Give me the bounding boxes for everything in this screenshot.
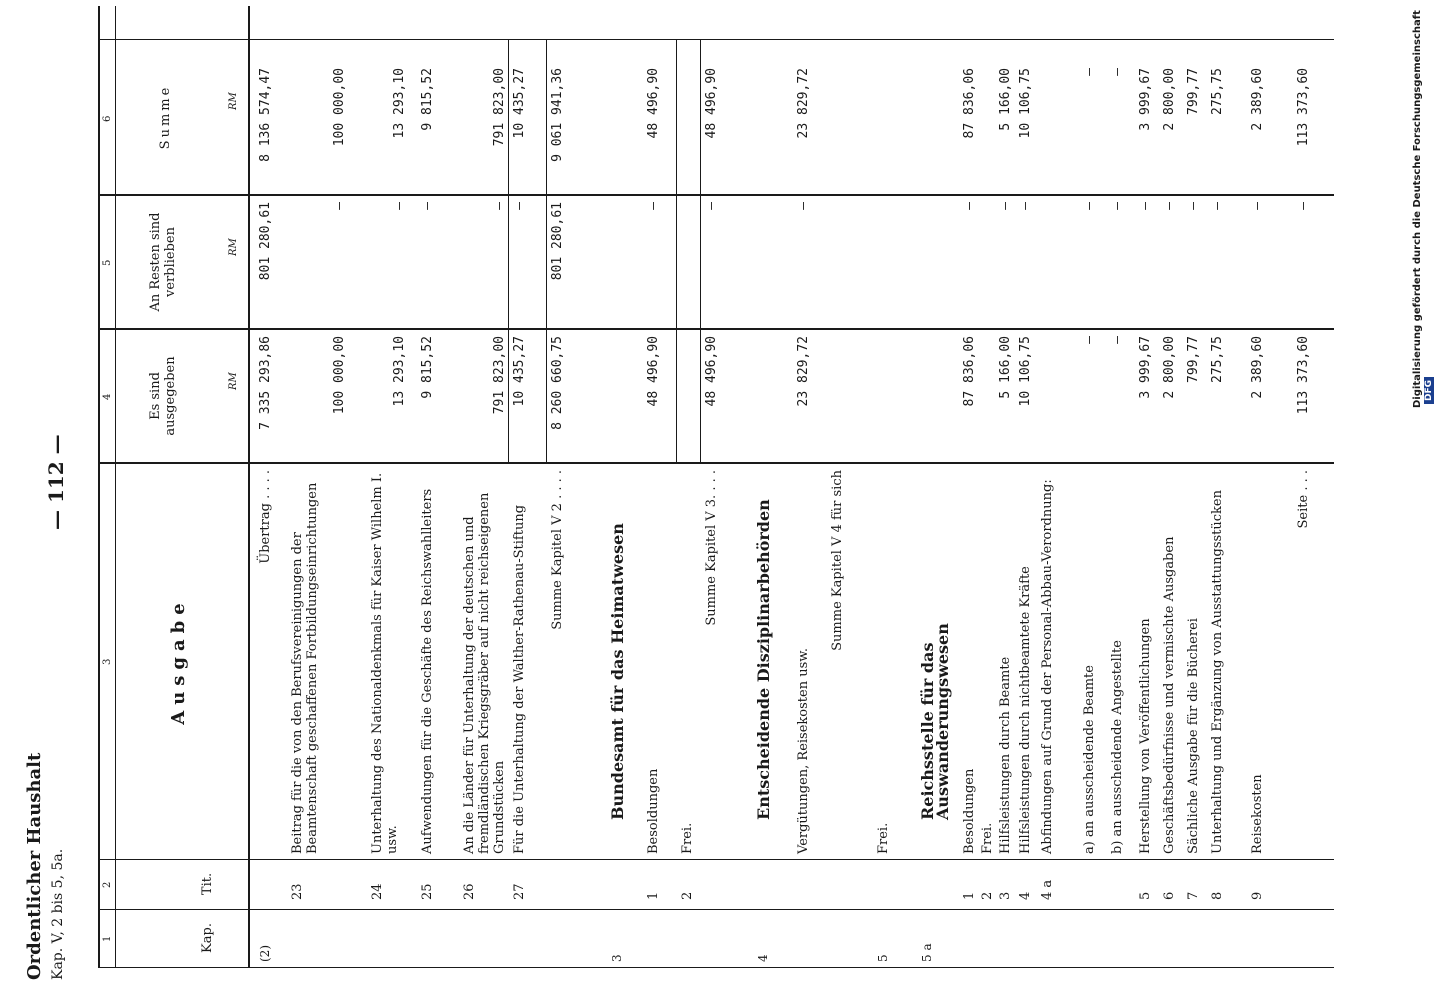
row-value-c4: 10 435,27 (512, 336, 527, 407)
row-value-c6: 5 166,00 (998, 68, 1013, 131)
row-value-c4: 799,77 (1186, 336, 1201, 383)
row-text: Besoldungen (646, 768, 661, 854)
table-top-rule (98, 6, 100, 968)
row-tit: 3 (998, 891, 1013, 900)
row-text: Summe Kapitel V 2 . . . . (550, 470, 565, 630)
row-value-c6: 8 136 574,47 (258, 68, 273, 162)
row-tit: 24 (370, 883, 385, 900)
row-value-c6: 9 061 941,36 (550, 68, 565, 162)
row-text: Hilfsleistungen durch Beamte (998, 656, 1013, 854)
row-text: Abfindungen auf Grund der Personal-Abbau-Verordnung: (1040, 479, 1055, 854)
row-value-c6: 48 496,90 (704, 68, 719, 139)
row-value-c4: 10 106,75 (1018, 336, 1033, 407)
row-value-c5: — (962, 202, 977, 210)
row-kap: 3 (610, 954, 624, 962)
unit-c5: RM (228, 238, 239, 256)
row-text: Summe Kapitel V 4 für sich (830, 470, 845, 651)
row-text: Hilfsleistungen durch nichtbeamtete Kräfte (1018, 566, 1033, 854)
colhead-tit: Tit. (200, 872, 215, 896)
col2-col3-divider (98, 859, 1334, 860)
row-value-c6: 10 435,27 (512, 68, 527, 139)
row-value-c5: — (1110, 202, 1125, 210)
row-value-c6: 23 829,72 (796, 68, 811, 139)
digitization-credit (1412, 8, 1434, 408)
row-value-c6: 2 800,00 (1162, 68, 1177, 131)
row-text: Reisekosten (1250, 774, 1265, 854)
row-value-c4: 113 373,60 (1296, 336, 1311, 415)
row-value-c6: 9 815,52 (420, 68, 435, 131)
row-value-c4: 7 335 293,86 (258, 336, 273, 430)
row-value-c4: — (1110, 336, 1125, 344)
row-tit: 8 (1210, 891, 1225, 900)
row-tit: 1 (646, 891, 661, 900)
row-tit: 4 (1018, 891, 1033, 900)
row-value-c5: — (1210, 202, 1225, 210)
row-value-c5: — (392, 202, 407, 210)
row-value-c4: 13 293,10 (392, 336, 407, 407)
row-tit: 2 (680, 891, 695, 900)
row-value-c5: — (646, 202, 661, 210)
row-value-c6: 2 389,60 (1250, 68, 1265, 131)
row-value-c4: 48 496,90 (646, 336, 661, 407)
row-value-c4: 2 800,00 (1162, 336, 1177, 399)
unit-c4: RM (228, 372, 239, 390)
row-tit: 2 (980, 891, 995, 900)
row-value-c5: — (796, 202, 811, 210)
row-text: Frei. (680, 822, 695, 854)
row-kap: (2) (258, 945, 272, 962)
row-value-c5: — (998, 202, 1013, 210)
row-value-c4: 791 823,00 (492, 336, 507, 415)
row-value-c5: — (1138, 202, 1153, 210)
row-value-c4: 87 836,06 (962, 336, 977, 407)
row-text: Sächliche Ausgabe für die Bücherei (1186, 618, 1201, 854)
col1-col2-divider (98, 909, 1334, 910)
row-value-c4: 9 815,52 (420, 336, 435, 399)
colno-4: 4 (102, 393, 113, 400)
row-value-c5: — (704, 202, 719, 210)
row-text: Beitrag für die von den Berufsvereinigungen der Beamtenschaft geschaffenen Fortbildungseinrichtungen (290, 482, 320, 854)
row-value-c5: — (1186, 202, 1201, 210)
row-value-c5: 801 280,61 (258, 202, 273, 281)
row-kap: 4 (756, 954, 770, 962)
row-tit: 26 (462, 883, 477, 900)
col6-right-border (98, 39, 1334, 40)
row-text: Frei. (980, 822, 995, 854)
row-value-c4: 8 260 660,75 (550, 336, 565, 430)
sum-rule (676, 40, 677, 464)
sum-rule (700, 40, 701, 464)
header-bottom-rule (248, 6, 250, 968)
col4-col5-divider (98, 328, 1334, 330)
credit-text: Digitalisierung gefördert durch die Deutsche Forschungsgemeinschaft (1412, 10, 1423, 408)
row-value-c4: 100 000,00 (332, 336, 347, 415)
row-value-c6: 113 373,60 (1296, 68, 1311, 147)
row-value-c5: — (1018, 202, 1033, 210)
row-value-c4: 23 829,72 (796, 336, 811, 407)
colhead-kap: Kap. (200, 923, 215, 953)
row-value-c5: — (1162, 202, 1177, 210)
row-tit: 1 (962, 891, 977, 900)
row-text: a) an ausscheidende Beamte (1082, 665, 1097, 854)
row-value-c5: — (420, 202, 435, 210)
row-value-c4: 275,75 (1210, 336, 1225, 383)
row-value-c5: — (512, 202, 527, 210)
row-value-c6: 87 836,06 (962, 68, 977, 139)
row-value-c5: — (1296, 202, 1311, 210)
row-tit: 25 (420, 883, 435, 900)
row-text: Unterhaltung und Ergänzung von Ausstattungsstücken (1210, 490, 1225, 854)
row-value-c4: 3 999,67 (1138, 336, 1153, 399)
row-tit: 9 (1250, 891, 1265, 900)
row-value-c4: 5 166,00 (998, 336, 1013, 399)
sum-rule (546, 40, 547, 464)
row-value-c5: — (492, 202, 507, 210)
row-text: Summe Kapitel V 3. . . . (704, 470, 719, 626)
colno-5: 5 (102, 259, 113, 266)
row-text: Besoldungen (962, 768, 977, 854)
row-value-c5: — (1082, 202, 1097, 210)
row-tit: 7 (1186, 891, 1201, 900)
row-text: Unterhaltung des Nationaldenkmals für Kaiser Wilhelm I. usw. (370, 472, 400, 854)
dfg-logo: DFG (1424, 377, 1434, 404)
row-tit: 5 (1138, 891, 1153, 900)
colno-2: 2 (102, 881, 113, 888)
row-text: Herstellung von Veröffentlichungen (1138, 618, 1153, 854)
row-value-c4: — (1082, 336, 1097, 344)
section-heading: Entscheidende Disziplinarbehörden (754, 499, 773, 820)
row-value-c4: 48 496,90 (704, 336, 719, 407)
row-value-c5: — (1250, 202, 1265, 210)
colhead-summe: Summe (158, 84, 173, 150)
row-value-c6: 275,75 (1210, 68, 1225, 115)
row-text: An die Länder für Unterhaltung der deutschen und fremdländischen Kriegsgräber auf nicht reichseigenen Grundstücken (462, 492, 507, 854)
row-value-c6: 13 293,10 (392, 68, 407, 139)
row-value-c4: 2 389,60 (1250, 336, 1265, 399)
row-value-c5: 801 280,61 (550, 202, 565, 281)
row-value-c6: 10 106,75 (1018, 68, 1033, 139)
col5-col6-divider (98, 194, 1334, 196)
page-title: Ordentlicher Haushalt (24, 752, 45, 980)
row-tit: 23 (290, 883, 305, 900)
row-value-c6: 3 999,67 (1138, 68, 1153, 131)
colhead-ausgabe: Ausgabe (168, 597, 189, 725)
colno-1: 1 (102, 935, 113, 942)
row-tit: 4 a (1040, 879, 1055, 900)
row-value-c6: 100 000,00 (332, 68, 347, 147)
section-heading: Reichsstelle für das Auswanderungswesen (918, 623, 952, 820)
col1-left-border (98, 967, 1334, 968)
page-number: — 112 — (44, 434, 68, 530)
colno-rule (115, 6, 116, 968)
row-text: Vergütungen, Reisekosten usw. (796, 648, 811, 854)
row-value-c5: — (332, 202, 347, 210)
page-subtitle: Kap. V, 2 bis 5, 5a. (50, 848, 66, 980)
colno-3: 3 (102, 658, 113, 665)
row-text: Frei. (876, 822, 891, 854)
row-tit: 27 (512, 883, 527, 900)
row-value-c6: 799,77 (1186, 68, 1201, 115)
colhead-ausgegeben: Es sind ausgegeben (148, 356, 178, 436)
row-text: Geschäftsbedürfnisse und vermischte Ausgaben (1162, 536, 1177, 854)
section-heading: Bundesamt für das Heimatwesen (608, 523, 627, 820)
unit-c6: RM (228, 92, 239, 110)
row-value-c6: — (1110, 68, 1125, 76)
row-text: Seite . . . (1296, 470, 1311, 529)
row-value-c6: — (1082, 68, 1097, 76)
row-kap: 5 a (920, 943, 934, 962)
row-tit: 6 (1162, 891, 1177, 900)
row-text: b) an ausscheidende Angestellte (1110, 640, 1125, 854)
row-value-c6: 48 496,90 (646, 68, 661, 139)
col3-col4-divider (98, 462, 1334, 464)
row-text: Aufwendungen für die Geschäfte des Reichswahlleiters (420, 488, 435, 854)
colhead-reste: An Resten sind verblieben (148, 212, 178, 312)
sum-rule (508, 40, 509, 464)
row-kap: 5 (876, 954, 890, 962)
row-text: Für die Unterhaltung der Walther-Rathenau-Stiftung (512, 504, 527, 854)
row-text: Übertrag . . . . (258, 470, 273, 564)
row-value-c6: 791 823,00 (492, 68, 507, 147)
colno-6: 6 (102, 115, 113, 122)
